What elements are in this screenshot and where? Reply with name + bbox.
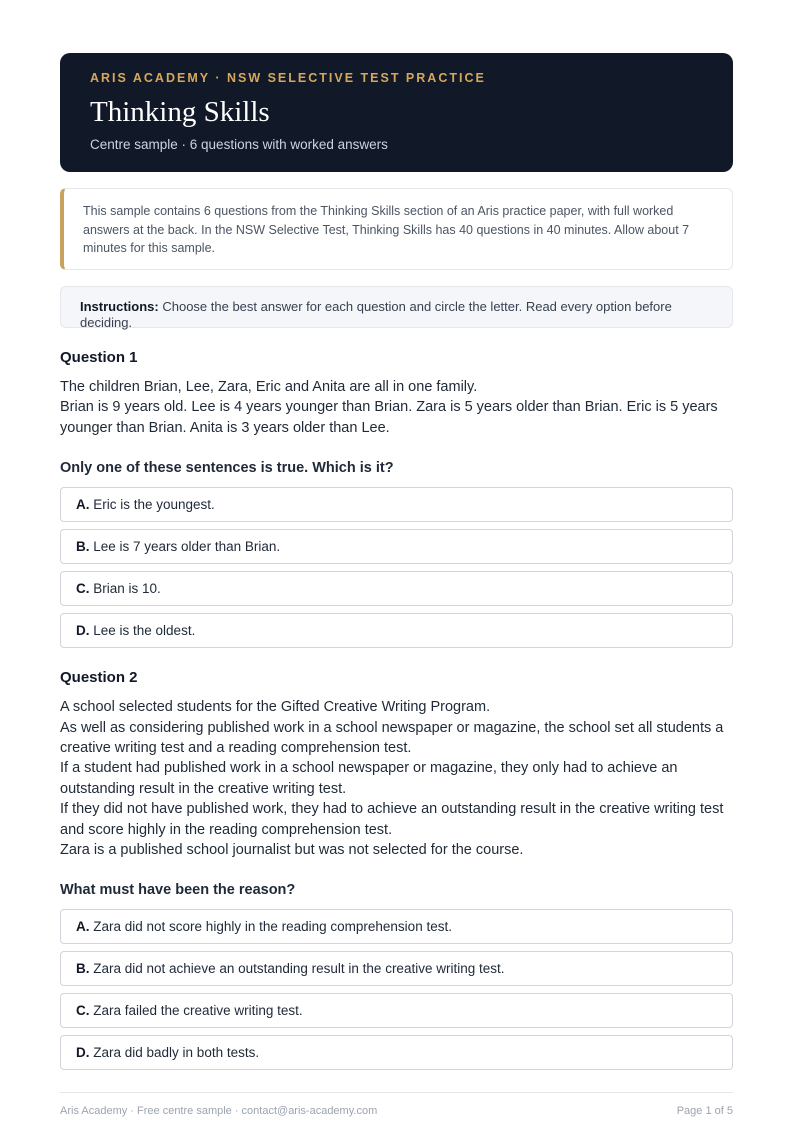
question-body	[60, 377, 733, 438]
option-c[interactable]	[60, 571, 733, 606]
footer-left: Aris Academy · Free centre sample · contact@aris-academy.com	[60, 1105, 378, 1117]
option-letter: B.	[76, 539, 90, 555]
page-title: Thinking Skills	[90, 96, 270, 128]
question-prompt: Only one of these sentences is true. Which is it?	[60, 460, 394, 477]
question-paragraph: Brian is 9 years old. Lee is 4 years younger than Brian. Zara is 5 years older than Brian. Eric is 5 years younger than Brian. Anita is 3 years older than Lee.	[60, 399, 718, 436]
option-text: Zara did badly in both tests.	[89, 1045, 260, 1061]
option-d[interactable]	[60, 613, 733, 648]
option-letter: A.	[76, 919, 90, 935]
instructions-text: Choose the best answer for each question and circle the letter. Read every option before deciding.	[80, 299, 672, 330]
question-paragraph: As well as considering published work in a school newspaper or magazine, the school set all students a creative writing test and a reading comprehension test.	[60, 719, 724, 757]
header-eyebrow: ARIS ACADEMY · NSW SELECTIVE TEST PRACTICE	[90, 71, 486, 85]
question-heading: Question 2	[60, 669, 138, 687]
option-c[interactable]	[60, 993, 733, 1028]
header-banner	[60, 53, 733, 172]
instructions-box	[60, 286, 733, 328]
option-b[interactable]	[60, 529, 733, 564]
page-footer	[60, 1092, 733, 1118]
option-letter: C.	[76, 1003, 90, 1019]
option-letter: D.	[76, 1045, 90, 1061]
option-letter: C.	[76, 581, 90, 597]
option-text: Zara did not score highly in the reading comprehension test.	[89, 919, 452, 935]
instructions-label: Instructions:	[80, 299, 159, 314]
option-text: Eric is the youngest.	[89, 497, 215, 513]
option-letter: D.	[76, 623, 90, 639]
question-paragraph: The children Brian, Lee, Zara, Eric and Anita are all in one family.	[60, 379, 478, 395]
question-heading: Question 1	[60, 349, 138, 366]
question-1	[60, 349, 733, 648]
option-text: Lee is the oldest.	[89, 623, 196, 639]
option-letter: A.	[76, 497, 90, 513]
question-2	[60, 669, 733, 1070]
question-paragraph: Zara is a published school journalist but was not selected for the course.	[60, 842, 524, 859]
answer-options	[60, 487, 733, 648]
option-d[interactable]	[60, 1035, 733, 1070]
option-text: Lee is 7 years older than Brian.	[89, 539, 281, 555]
answer-options	[60, 909, 733, 1070]
option-b[interactable]	[60, 951, 733, 986]
option-text: Zara did not achieve an outstanding result in the creative writing test.	[89, 961, 505, 977]
option-a[interactable]	[60, 487, 733, 522]
intro-note: This sample contains 6 questions from the Thinking Skills section of an Aris practice paper, with full worked answers at the back. In the NSW Selective Test, Thinking Skills has 40 questions in 40 minutes. Allow about 7 minutes for this sample.	[60, 188, 733, 270]
option-a[interactable]	[60, 909, 733, 944]
option-text: Brian is 10.	[89, 581, 161, 597]
question-prompt: What must have been the reason?	[60, 882, 296, 899]
header-subtitle: Centre sample · 6 questions with worked answers	[90, 137, 388, 152]
page-content	[60, 53, 733, 1077]
option-text: Zara failed the creative writing test.	[89, 1003, 303, 1019]
page-number: Page 1 of 5	[676, 1105, 733, 1117]
question-paragraph: A school selected students for the Gifted Creative Writing Program.	[60, 699, 491, 716]
question-paragraph: If a student had published work in a school newspaper or magazine, they only had to achieve an outstanding result in the creative writing test.	[60, 760, 678, 797]
question-body	[60, 697, 733, 860]
option-letter: B.	[76, 961, 90, 977]
question-paragraph: If they did not have published work, they had to achieve an outstanding result in the creative writing test and score highly in the reading comprehension test.	[60, 801, 724, 838]
